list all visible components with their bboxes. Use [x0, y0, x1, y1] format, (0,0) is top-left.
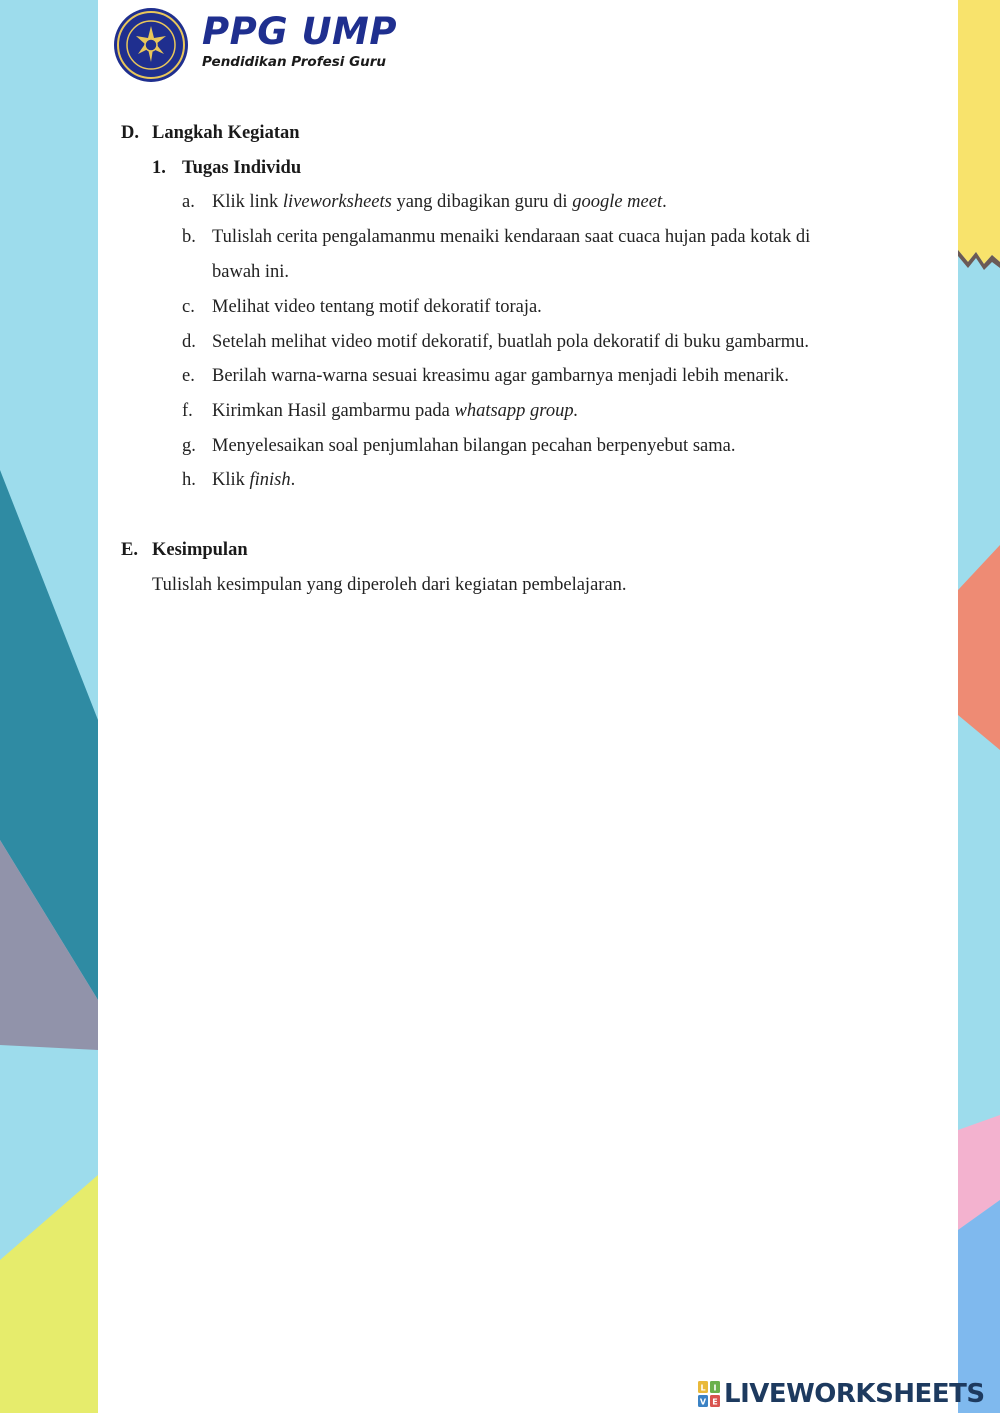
step-text: Klik link	[212, 192, 283, 212]
logo-letter: V	[699, 1397, 707, 1407]
header-logo	[112, 6, 412, 86]
left-decorative-border	[0, 0, 98, 1413]
step-label: c.	[182, 297, 195, 317]
step-item-h	[212, 469, 295, 491]
step-italic-text: google meet	[572, 192, 663, 212]
step-item-e: Berilah warna-warna sesuai kreasimu agar gambarnya menjadi lebih menarik.	[212, 366, 789, 386]
step-label: e.	[182, 366, 195, 386]
step-label: b.	[182, 227, 196, 247]
section-d-letter: D.	[121, 123, 139, 143]
logo-letter: I	[713, 1383, 717, 1393]
step-label: h.	[182, 470, 196, 490]
step-item-g: Menyelesaikan soal penjumlahan bilangan pecahan berpenyebut sama.	[212, 436, 736, 456]
step-item-d: Setelah melihat video motif dekoratif, buatlah pola dekoratif di buku gambarmu.	[212, 332, 809, 352]
logo-letter: L	[700, 1383, 706, 1393]
liveworksheets-brand: LIVEWORKSHEETS	[724, 1379, 985, 1409]
step-label: a.	[182, 192, 195, 212]
step-item-b-line1: Tulislah cerita pengalamanmu menaiki kendaraan saat cuaca hujan pada kotak di	[212, 227, 811, 247]
step-text: Kirimkan Hasil gambarmu pada	[212, 401, 455, 421]
step-item-c: Melihat video tentang motif dekoratif toraja.	[212, 297, 542, 317]
step-text: Klik	[212, 470, 250, 490]
logo-letter: E	[712, 1397, 718, 1407]
brand-title: PPG UMP	[202, 10, 397, 53]
section-e-letter: E.	[121, 540, 138, 560]
section-d-title: Langkah Kegiatan	[152, 123, 300, 143]
conclusion-instruction: Tulislah kesimpulan yang diperoleh dari kegiatan pembelajaran.	[152, 575, 627, 595]
step-item-a	[212, 191, 667, 213]
step-label: f.	[182, 401, 193, 421]
step-item-b-line2: bawah ini.	[212, 262, 290, 282]
liveworksheets-watermark	[698, 1381, 994, 1407]
step-text: yang dibagikan guru di	[391, 192, 573, 212]
section-e-title: Kesimpulan	[152, 540, 248, 560]
step-label: d.	[182, 332, 196, 352]
step-link-text: liveworksheets	[282, 192, 392, 212]
step-italic-text: whatsapp group.	[454, 401, 579, 421]
step-italic-text: finish	[249, 470, 291, 490]
university-seal-icon	[112, 6, 190, 84]
liveworksheets-logo-icon	[698, 1381, 720, 1407]
right-decorative-border	[958, 0, 1000, 1413]
step-item-f	[212, 400, 578, 422]
subsection-title: Tugas Individu	[182, 158, 302, 178]
step-text: .	[290, 470, 296, 490]
step-text: .	[662, 192, 667, 212]
subsection-number: 1.	[152, 158, 166, 178]
brand-subtitle: Pendidikan Profesi Guru	[202, 54, 387, 70]
step-label: g.	[182, 436, 196, 456]
